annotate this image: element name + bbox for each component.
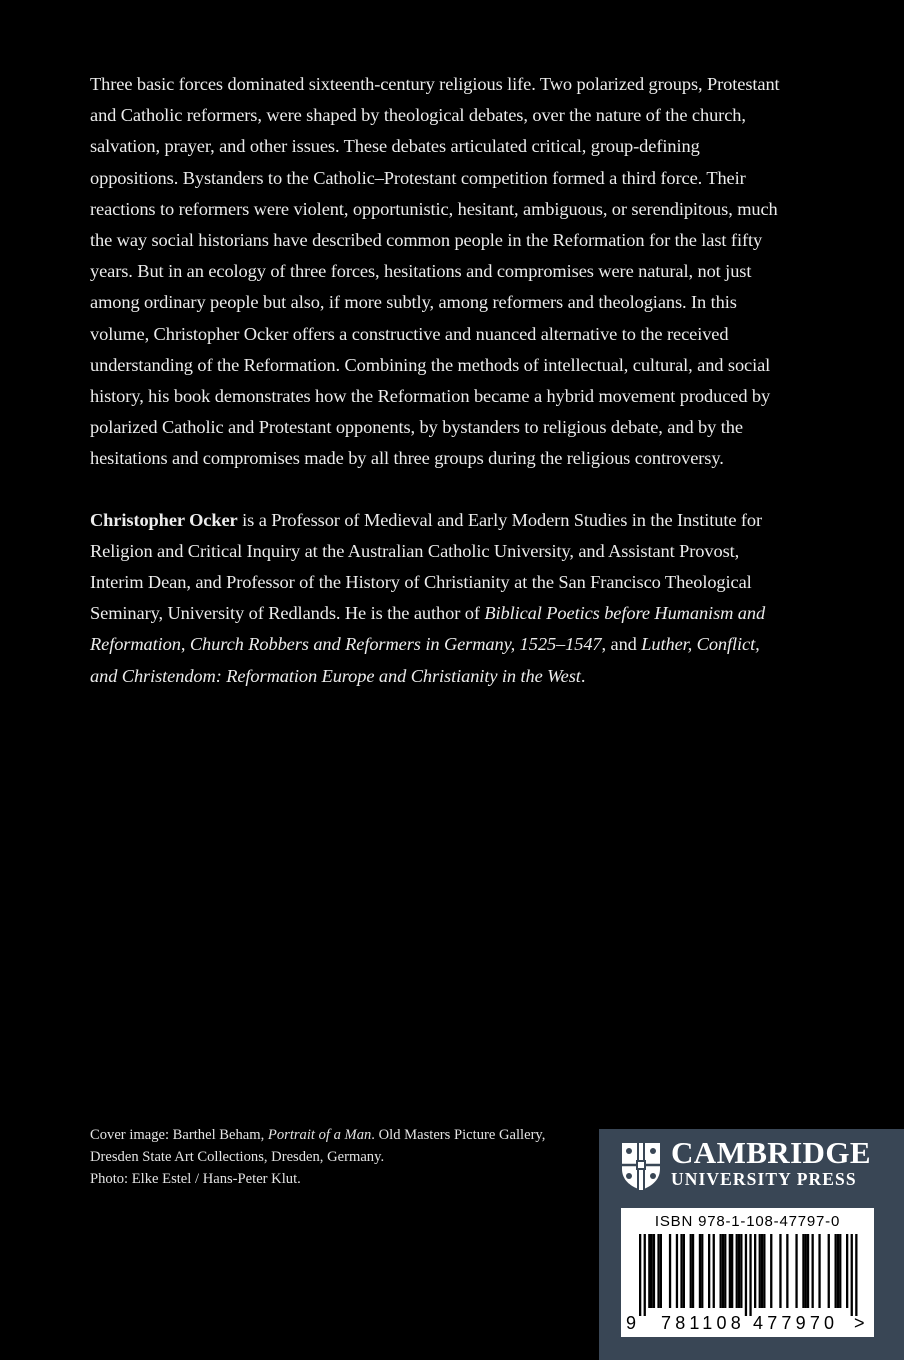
barcode-quiet-zone-mark: > xyxy=(854,1313,865,1333)
book-title-2: Church Robbers and Reformers in Germany, 1525–1547 xyxy=(189,634,602,655)
barcode-bar xyxy=(651,1234,653,1308)
barcode-bar xyxy=(805,1234,807,1308)
barcode-bar xyxy=(761,1234,763,1308)
bio-end: . xyxy=(580,665,586,686)
bio-separator: , xyxy=(180,634,190,655)
barcode-bar xyxy=(701,1234,703,1308)
publisher-line-1: CAMBRIDGE xyxy=(671,1135,871,1170)
bio-separator: , and xyxy=(601,634,642,655)
barcode-bar xyxy=(738,1234,740,1308)
publisher-line-2: UNIVERSITY PRESS xyxy=(671,1169,857,1189)
barcode-bar xyxy=(731,1234,733,1308)
barcode-bar xyxy=(779,1234,781,1308)
credit-rest: . Old Masters Picture Gallery, Dresden State Art Collections, Dresden, Germany. xyxy=(90,1127,546,1165)
barcode-bar xyxy=(839,1234,841,1308)
barcode-bar xyxy=(690,1234,692,1308)
cover-image-credit xyxy=(90,1124,560,1190)
photo-credit: Photo: Elke Estel / Hans-Peter Klut. xyxy=(90,1171,301,1187)
barcode-bar xyxy=(648,1234,650,1308)
barcode-bar xyxy=(713,1234,715,1308)
barcode-bar xyxy=(786,1234,788,1308)
barcode-bar xyxy=(855,1234,857,1316)
isbn-label: ISBN 978-1-108-47797-0 xyxy=(654,1213,841,1230)
barcode-bar xyxy=(837,1234,839,1308)
barcode-bar xyxy=(660,1234,662,1308)
barcode-bar xyxy=(846,1234,848,1308)
barcode-bar xyxy=(708,1234,710,1308)
book-title-3: Luther, Conflict, and Christendom: Reformation Europe and Christianity in the West xyxy=(90,634,760,686)
barcode-bar xyxy=(720,1234,722,1308)
barcode-bars xyxy=(627,1234,867,1316)
book-title-1: Biblical Poetics before Humanism and Reformation xyxy=(90,603,766,655)
barcode-digits-right: 477970 xyxy=(753,1313,839,1333)
barcode-bar xyxy=(851,1234,853,1316)
barcode-bar xyxy=(699,1234,701,1308)
barcode-bar xyxy=(676,1234,678,1308)
barcode-bar xyxy=(835,1234,837,1308)
barcode-bar xyxy=(740,1234,742,1308)
barcode-bar xyxy=(729,1234,731,1308)
barcode-bar xyxy=(802,1234,804,1308)
barcode-bar xyxy=(724,1234,726,1308)
barcode-bar xyxy=(749,1234,751,1316)
barcode-digits-left: 781108 xyxy=(661,1313,745,1333)
barcode-bar xyxy=(745,1234,747,1316)
barcode-bar xyxy=(644,1234,646,1316)
barcode-bar xyxy=(763,1234,765,1308)
isbn-barcode xyxy=(621,1208,874,1337)
back-cover-text xyxy=(90,69,780,692)
credit-line xyxy=(90,1124,560,1168)
barcode-bar xyxy=(657,1234,659,1308)
barcode-bar xyxy=(669,1234,671,1308)
barcode-bar xyxy=(692,1234,694,1308)
publisher-name xyxy=(671,1137,896,1189)
barcode-bar xyxy=(807,1234,809,1308)
cambridge-crest-icon xyxy=(620,1141,662,1191)
author-bio xyxy=(90,505,780,692)
barcode-bar xyxy=(812,1234,814,1308)
credit-prefix: Cover image: Barthel Beham, xyxy=(90,1127,268,1143)
barcode-bar xyxy=(722,1234,724,1308)
artwork-title: Portrait of a Man xyxy=(267,1127,372,1143)
barcode-bar xyxy=(754,1234,756,1308)
barcode-bar xyxy=(639,1234,641,1316)
barcode-bar xyxy=(770,1234,772,1308)
publisher-panel xyxy=(599,1129,904,1360)
barcode-bar xyxy=(680,1234,682,1308)
barcode-bar xyxy=(818,1234,820,1308)
barcode-digit-first: 9 xyxy=(626,1313,637,1333)
barcode-bar xyxy=(759,1234,761,1308)
author-name: Christopher Ocker xyxy=(90,509,238,530)
barcode-bar xyxy=(683,1234,685,1308)
book-description: Three basic forces dominated sixteenth-century religious life. Two polarized groups, Protestant and Catholic reformers, were shaped by theological debates, over the nature of the church, salvation, prayer, and other issues. These debates articulated critical, group-defining oppositions. Bystanders to the Catholic–Protestant competition formed a third force. Their reactions to reformers were violent, opportunistic, hesitant, ambiguous, or serendipitous, much the way social historians have described common people in the Reformation for the last fifty years. But in an ecology of three forces, hesitations and compromises were natural, not just among ordinary people but also, if more subtly, among reformers and theologians. In this volume, Christopher Ocker offers a constructive and nuanced alternative to the received understanding of the Reformation. Combining the methods of intellectual, cultural, and social history, his book demonstrates how the Reformation became a hybrid movement produced by polarized Catholic and Protestant opponents, by bystanders to religious debate, and by the hesitations and compromises made by all three groups during the religious controversy. xyxy=(90,74,780,469)
barcode-bar xyxy=(828,1234,830,1308)
barcode-bar xyxy=(653,1234,655,1308)
barcode-bar xyxy=(795,1234,797,1308)
bio-text: is a Professor of Medieval and Early Modern Studies in the Institute for Religion and Critical Inquiry at the Australian Catholic University, and Assistant Provost, Interim Dean, and Professor of the History of Christianity at the San Francisco Theological Seminary, University of Redlands. He is the author of xyxy=(90,509,763,624)
barcode-bar xyxy=(736,1234,738,1308)
